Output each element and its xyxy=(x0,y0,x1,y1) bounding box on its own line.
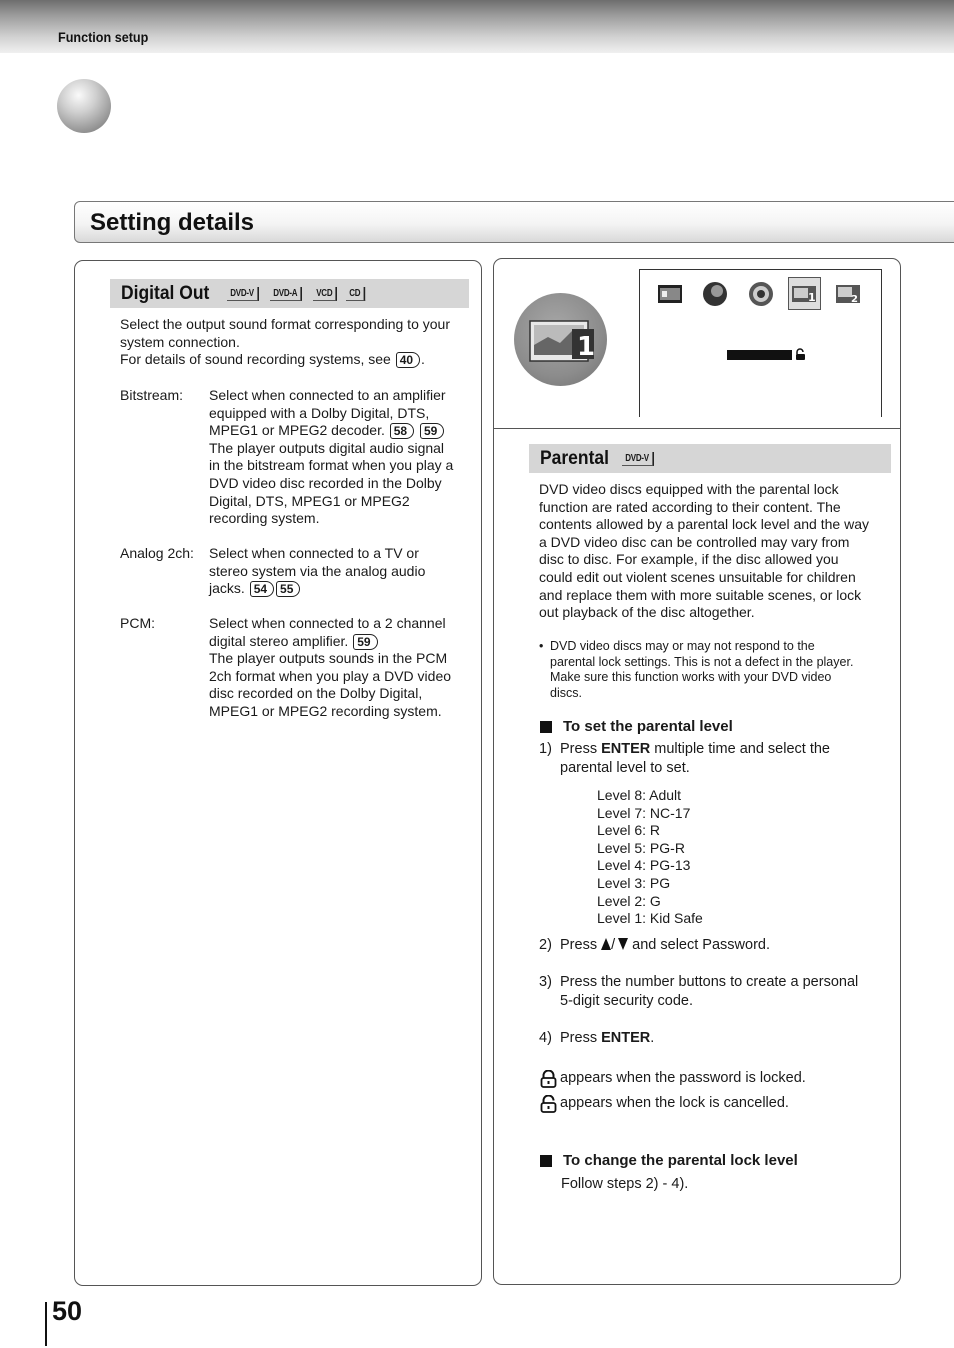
bitstream-description xyxy=(209,387,474,528)
locked-note xyxy=(540,1069,806,1088)
svg-text:1: 1 xyxy=(577,332,596,362)
step-text: . xyxy=(650,1030,655,1046)
step-line: parental level to set. xyxy=(560,760,690,776)
up-arrow-icon xyxy=(601,938,611,950)
digital-out-intro xyxy=(120,316,475,369)
analog-label: Analog 2ch: xyxy=(120,545,194,561)
para-line: DVD video discs equipped with the parental lock xyxy=(539,481,839,497)
desc-line xyxy=(209,580,474,598)
pcm-label: PCM: xyxy=(120,615,155,631)
unlocked-note-text: appears when the lock is cancelled. xyxy=(560,1095,789,1111)
change-level-heading xyxy=(540,1152,798,1169)
desc-line: Select when connected to an amplifier xyxy=(209,387,446,403)
step-text: Press xyxy=(560,741,602,757)
enter-key-label: ENTER xyxy=(601,1030,651,1046)
intro-line: For details of sound recording systems, see 40 . xyxy=(120,351,425,368)
pcm-description xyxy=(209,615,474,721)
step-text: multiple time and select the xyxy=(650,741,830,757)
level-item: Level 7: NC-17 xyxy=(597,804,691,821)
analog-description xyxy=(209,545,474,598)
panel-divider xyxy=(493,428,901,429)
step-line xyxy=(560,740,890,759)
page-title: Setting details xyxy=(90,209,255,236)
para-line: disc to disc. For example, if the disc allowed you xyxy=(539,551,839,568)
level-item: Level 2: G xyxy=(597,892,661,909)
unlocked-note xyxy=(540,1094,789,1113)
para-line: function are rated according to their content. The xyxy=(539,498,841,515)
note-line: Make sure this function works with your DVD video xyxy=(550,670,832,684)
step-4-number: 4) xyxy=(539,1030,552,1046)
locked-note-text: appears when the password is locked. xyxy=(560,1070,806,1086)
intro-line: system connection. xyxy=(120,333,240,350)
level-item: Level 1: Kid Safe xyxy=(597,910,703,927)
page-ref: 54 xyxy=(250,581,274,597)
disc-badges xyxy=(227,287,370,301)
step-text: and select Password. xyxy=(632,937,770,953)
intro-text: For details of sound recording systems, see xyxy=(120,351,391,368)
level-item: Level 5: PG-R xyxy=(597,839,685,856)
page-number-rule xyxy=(45,1302,47,1346)
desc-text: jacks. xyxy=(209,580,245,597)
section-orb-decoration xyxy=(57,79,111,133)
para-line: could edit out violent scenes unsuitable for children xyxy=(539,568,856,585)
note-line: parental lock settings. This is not a defect in the player. xyxy=(550,654,854,669)
page-ref: 40 xyxy=(396,352,420,368)
step-text: Press xyxy=(560,1030,602,1046)
badge-cd: CD xyxy=(346,287,365,301)
parental-heading xyxy=(529,444,891,473)
level-item: Level 6: R xyxy=(597,822,661,839)
level-item: Level 4: PG-13 xyxy=(597,857,691,874)
parental-title: Parental xyxy=(540,447,609,469)
step-3 xyxy=(560,973,895,1011)
change-level-text: Follow steps 2) - 4). xyxy=(561,1176,689,1192)
step-line: 5-digit security code. xyxy=(560,993,693,1009)
desc-line xyxy=(209,633,474,651)
picture-menu-icon xyxy=(657,283,683,305)
parental-level-list xyxy=(597,787,703,928)
parental-note xyxy=(550,639,895,701)
desc-line: Digital, DTS, MPEG1 or MPEG2 xyxy=(209,492,410,509)
step-4 xyxy=(560,1029,654,1048)
note-bullet: • xyxy=(539,639,544,653)
svg-text:1: 1 xyxy=(808,291,816,304)
desc-line: Select when connected to a 2 channel xyxy=(209,615,446,631)
level-bar xyxy=(727,350,792,360)
desc-line: recording system. xyxy=(209,510,320,527)
desc-line: in the bitstream format when you play a xyxy=(209,457,454,474)
lock-open-icon xyxy=(795,348,806,366)
header-bar xyxy=(0,0,954,53)
desc-text: MPEG1 or MPEG2 decoder. xyxy=(209,422,385,439)
set-level-heading xyxy=(540,718,733,735)
desc-line: stereo system via the analog audio xyxy=(209,562,426,579)
digital-out-heading xyxy=(110,279,469,308)
desc-line: equipped with a Dolby Digital, DTS, xyxy=(209,404,430,421)
page-number: 50 xyxy=(52,1296,83,1326)
square-bullet-icon xyxy=(540,721,552,733)
disc-badges xyxy=(622,452,662,466)
step-text: Press xyxy=(560,937,598,953)
desc-line: MPEG1 or MPEG2 recording system. xyxy=(209,702,442,719)
lock-open-icon xyxy=(540,1095,557,1113)
square-bullet-icon xyxy=(540,1155,552,1167)
desc-line: 2ch format when you play a DVD video xyxy=(209,667,452,684)
note-line: discs. xyxy=(550,685,582,700)
audio-menu-icon xyxy=(748,281,774,303)
para-line: out playback of the disc altogether. xyxy=(539,604,755,621)
step-1-number: 1) xyxy=(539,741,552,757)
step-line: Press the number buttons to create a personal xyxy=(560,974,859,990)
parental-menu-icon xyxy=(514,293,607,386)
page-ref: 59 xyxy=(420,423,444,439)
set-level-heading-text: To set the parental level xyxy=(563,718,733,735)
change-level-heading-text: To change the parental lock level xyxy=(563,1152,798,1169)
setup-screen-preview xyxy=(639,269,882,417)
desc-text: digital stereo amplifier. xyxy=(209,632,349,649)
para-line: and replace them with more suitable scenes, or lock xyxy=(539,586,862,603)
step-2: Press / and select Password. xyxy=(560,937,770,953)
badge-dvd-v: DVD-V xyxy=(622,452,654,466)
level-item: Level 8: Adult xyxy=(597,787,682,803)
intro-line: Select the output sound format corresponding to your xyxy=(120,316,450,332)
level-item: Level 3: PG xyxy=(597,874,671,891)
para-line: a DVD video disc can be controlled may vary from xyxy=(539,533,850,550)
page-ref: 58 xyxy=(390,423,414,439)
step-1 xyxy=(560,740,890,778)
note-line: DVD video discs may or may not respond to the xyxy=(550,639,815,653)
down-arrow-icon xyxy=(618,938,628,950)
lock-closed-icon xyxy=(540,1070,557,1088)
para-line: contents allowed by a parental lock level and the way xyxy=(539,516,869,533)
page-ref: 55 xyxy=(276,581,300,597)
desc-line: Select when connected to a TV or xyxy=(209,545,419,561)
parental-tab-icon xyxy=(788,277,821,310)
language-menu-icon xyxy=(702,281,728,303)
desc-line xyxy=(209,422,474,440)
desc-line: DVD video disc recorded in the Dolby xyxy=(209,474,442,491)
badge-vcd: VCD xyxy=(313,287,337,301)
header-section-title: Function setup xyxy=(58,29,149,45)
badge-dvd-a: DVD-A xyxy=(270,287,302,301)
section-title-box xyxy=(74,201,954,243)
desc-line: The player outputs sounds in the PCM xyxy=(209,650,448,667)
parental-description xyxy=(539,481,894,622)
badge-dvd-v: DVD-V xyxy=(227,287,259,301)
other-setup-icon xyxy=(835,283,861,305)
desc-line: The player outputs digital audio signal xyxy=(209,439,445,456)
page-ref: 59 xyxy=(353,634,377,650)
desc-line: disc recorded on the Dolby Digital, xyxy=(209,685,423,702)
digital-out-title: Digital Out xyxy=(121,282,210,304)
bitstream-label: Bitstream: xyxy=(120,387,184,403)
step-2-number: 2) xyxy=(539,937,552,953)
svg-text:2: 2 xyxy=(851,294,858,305)
enter-key-label: ENTER xyxy=(601,741,651,757)
step-3-number: 3) xyxy=(539,974,552,990)
